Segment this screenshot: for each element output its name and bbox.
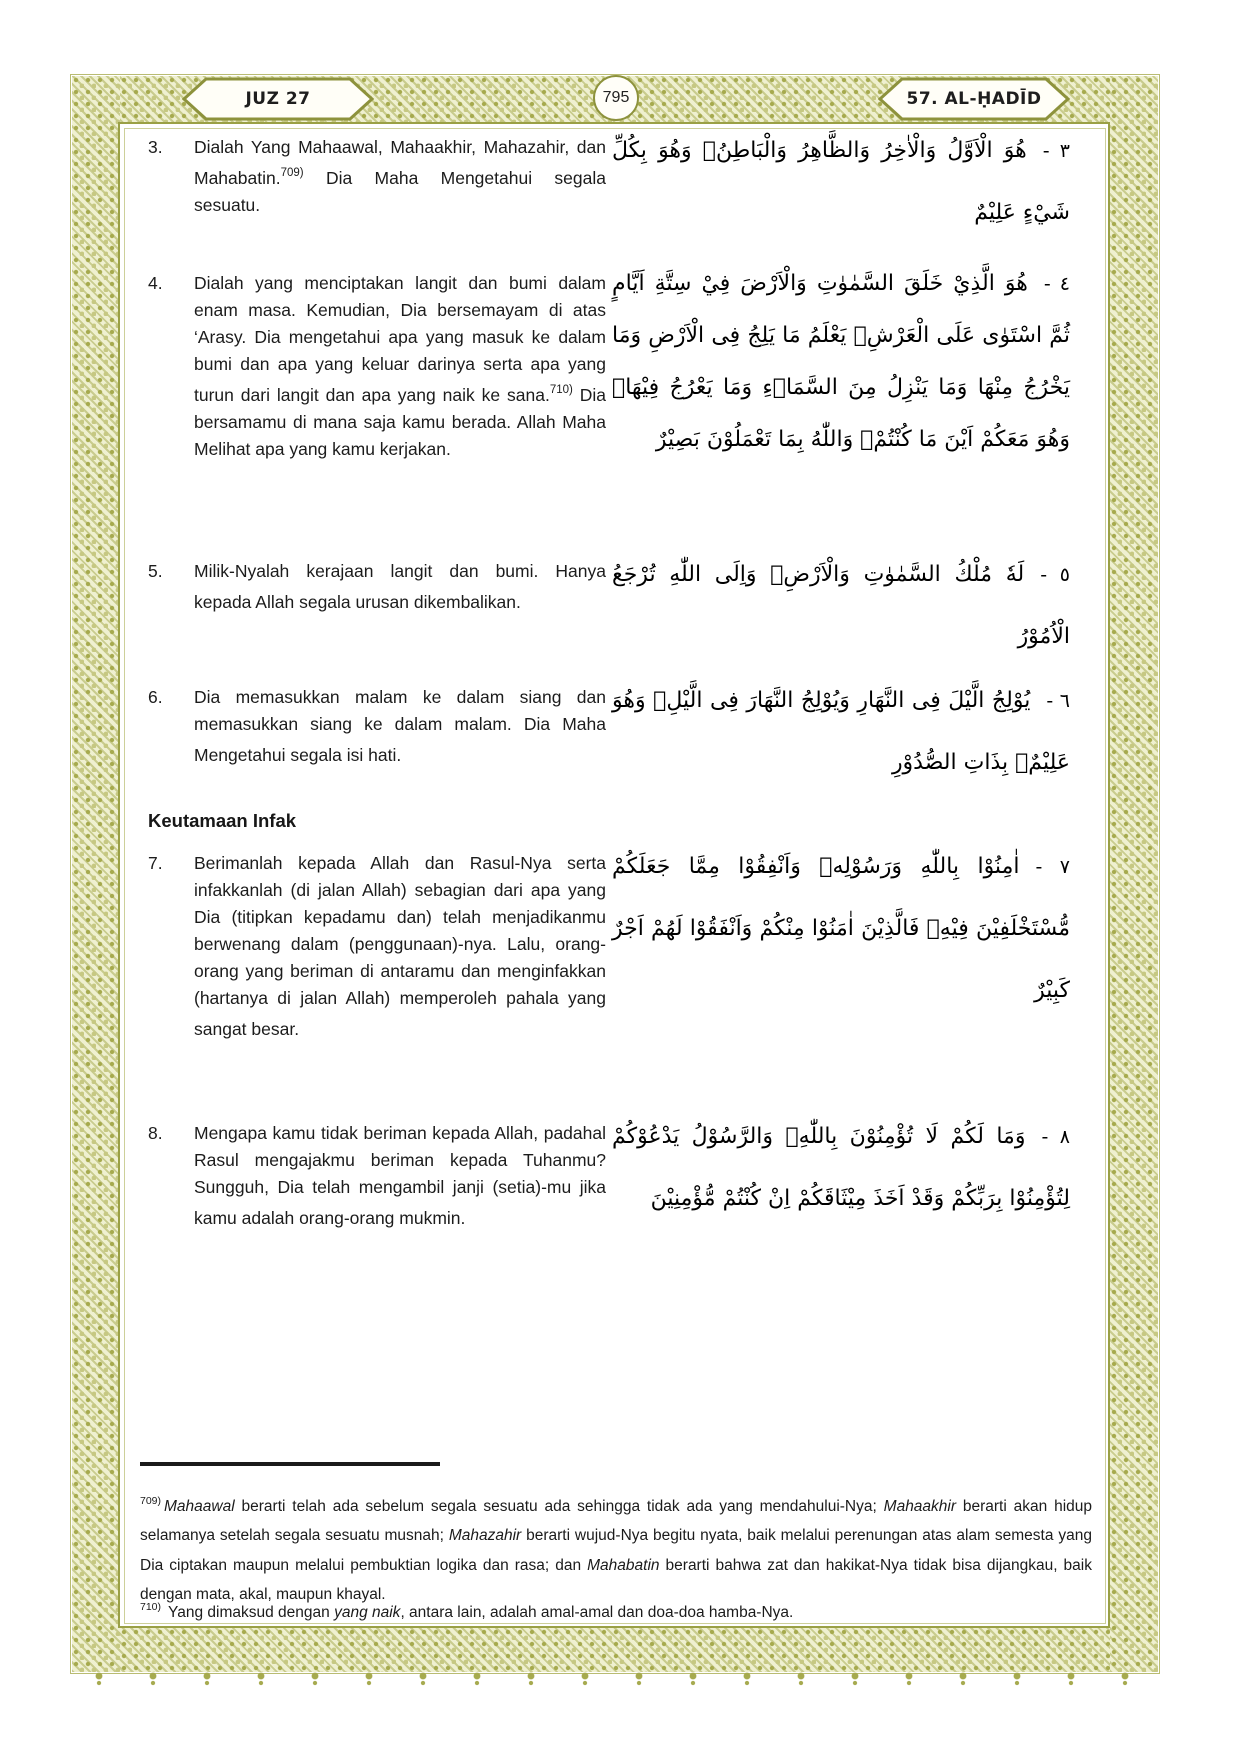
verse-number: 7. — [148, 853, 163, 873]
footnote-ref: 709) — [140, 1494, 162, 1507]
footnote-text: berarti wujud-Nya begitu nyata, baik melalui perenungan atas alam semesta yang Dia ciptakan maupun melalui pembuktian logika dan rasa; dan — [140, 1527, 1092, 1574]
aya-number-mark: ٧ - — [1035, 856, 1070, 878]
aya-number-mark: ٤ - — [1043, 273, 1070, 295]
verse-3-translation — [148, 134, 606, 219]
translation-text — [194, 684, 606, 769]
translation-segment: Mengapa kamu tidak beriman kepada Allah, padahal Rasul mengajakmu beriman kepada Tuhanmu? Sungguh, Dia telah mengambil janji (setia)-mu jika kamu adalah orang-orang mukmin. — [194, 1123, 606, 1228]
footnote-italic: Mahazahir — [448, 1527, 522, 1545]
aya-number-mark: ٣ - — [1042, 140, 1070, 162]
page-number: 795 — [602, 89, 630, 106]
verse-8-arabic — [612, 1106, 1070, 1230]
verse-3-arabic — [612, 120, 1070, 244]
arabic-text: لَهٗ مُلْكُ السَّمٰوٰتِ وَالْاَرْضِۗ وَاِلَى اللّٰهِ تُرْجَعُ الْاُمُوْرُ — [612, 562, 1070, 649]
translation-text — [194, 1120, 606, 1232]
verse-7-translation — [148, 850, 606, 1043]
verse-number: 5. — [148, 561, 163, 581]
surah-banner — [878, 77, 1070, 121]
translation-segment: Berimanlah kepada Allah dan Rasul-Nya serta infakkanlah (di jalan Allah) sebagian dari apa yang Dia (titipkan kepadamu dan) telah menjadikanmu berwenang dalam (penggunaan)-nya. Lalu, orang-orang yang beriman di antaramu dan menginfakkan (hartanya di jalan Allah) memperoleh pahala yang sangat besar. — [194, 853, 606, 1039]
footnote-text: , antara lain, adalah amal-amal dan doa-doa hamba-Nya. — [400, 1603, 794, 1621]
verse-5-arabic — [612, 544, 1070, 668]
footnote-ref-marker: 710) — [549, 384, 573, 396]
arabic-text: اٰمِنُوْا بِاللّٰهِ وَرَسُوْلِهٖ وَاَنْفِقُوْا مِمَّا جَعَلَكُمْ مُّسْتَخْلَفِيْنَ فِيْهِۗ فَالَّذِيْنَ اٰمَنُوْا مِنْكُمْ وَاَنْفَقُوْا لَهُمْ اَجْرٌ كَبِيْرٌ — [612, 854, 1070, 1003]
verse-number: 8. — [148, 1123, 163, 1143]
footnote-710 — [140, 1594, 1092, 1628]
arabic-text: وَمَا لَكُمْ لَا تُؤْمِنُوْنَ بِاللّٰهِۚ وَالرَّسُوْلُ يَدْعُوْكُمْ لِتُؤْمِنُوْا بِرَبِّكُمْ وَقَدْ اَخَذَ مِيْثَاقَكُمْ اِنْ كُنْتُمْ مُّؤْمِنِيْنَ — [612, 1124, 1070, 1211]
aya-number-mark: ٥ - — [1040, 564, 1070, 586]
footnote-ref-marker: 709) — [280, 167, 304, 179]
footnote-text: berarti akan hidup selamanya setelah segala sesuatu musnah; — [140, 1497, 1093, 1545]
footnote-text: Yang dimaksud dengan — [164, 1603, 335, 1621]
verse-7-arabic — [612, 836, 1070, 1022]
translation-segment: Dialah Yang Mahaawal, Mahaakhir, Mahazahir, dan Mahabatin. — [194, 137, 606, 188]
translation-segment: Dia Maha Mengetahui segala sesuatu. — [194, 167, 606, 215]
translation-text — [194, 134, 606, 219]
juz-banner — [182, 77, 374, 121]
translation-segment: Dia memasukkan malam ke dalam siang dan memasukkan siang ke dalam malam. Dia Maha Mengetahui segala isi hati. — [194, 687, 606, 765]
verse-5-translation — [148, 558, 606, 616]
arabic-text: يُوْلِجُ الَّيْلَ فِى النَّهَارِ وَيُوْلِجُ النَّهَارَ فِى الَّيْلِۗ وَهُوَ عَلِيْمٌۢ بِذَاتِ الصُّدُوْرِ — [612, 688, 1070, 775]
section-heading: Keutamaan Infak — [148, 810, 297, 831]
verse-number: 6. — [148, 687, 163, 707]
aya-number-mark: ٨ - — [1041, 1126, 1070, 1148]
verse-6-arabic — [612, 670, 1070, 794]
footnote-ref: 710) — [140, 1600, 162, 1613]
arabic-text: هُوَ الَّذِيْ خَلَقَ السَّمٰوٰتِ وَالْاَرْضَ فِيْ سِتَّةِ اَيَّامٍ ثُمَّ اسْتَوٰى عَلَى الْعَرْشِۚ يَعْلَمُ مَا يَلِجُ فِى الْاَرْضِ وَمَا يَخْرُجُ مِنْهَا وَمَا يَنْزِلُ مِنَ السَّمَاۤءِ وَمَا يَعْرُجُ فِيْهَاۗ وَهُوَ مَعَكُمْ اَيْنَ مَا كُنْتُمْۗ وَاللّٰهُ بِمَا تَعْمَلُوْنَ بَصِيْرٌ — [612, 271, 1070, 452]
verse-4-arabic — [612, 258, 1070, 466]
footnote-separator — [140, 1462, 440, 1466]
verse-8-translation — [148, 1120, 606, 1232]
juz-label: JUZ 27 — [245, 89, 311, 109]
footnote-text: berarti telah ada sebelum segala sesuatu ada sehingga tidak ada yang mendahului-Nya; — [234, 1497, 884, 1515]
arabic-text: هُوَ الْاَوَّلُ وَالْاٰخِرُ وَالظَّاهِرُ وَالْبَاطِنُۚ وَهُوَ بِكُلِّ شَيْءٍ عَلِيْمٌ — [612, 138, 1070, 225]
frame-ornament-left — [72, 76, 120, 1672]
translation-segment: Dialah yang menciptakan langit dan bumi dalam enam masa. Kemudian, Dia bersemayam di atas ‘Arasy. Dia mengetahui apa yang masuk ke dalam bumi dan apa yang keluar darinya serta apa yang turun dari langit dan apa yang naik ke sana. — [194, 273, 606, 405]
translation-text — [194, 270, 606, 463]
page-number-badge — [593, 75, 639, 121]
verse-number: 3. — [148, 137, 163, 157]
frame-ornament-right — [1110, 76, 1158, 1672]
translation-segment: Milik-Nyalah kerajaan langit dan bumi. Hanya kepada Allah segala urusan dikembalikan. — [194, 561, 606, 612]
translation-segment: Dia bersamamu di mana saja kamu berada. Allah Maha Melihat apa yang kamu kerjakan. — [194, 384, 606, 459]
translation-text — [194, 558, 606, 616]
frame-ornament-bottom — [72, 1628, 1158, 1672]
footnote-italic: Mahaawal — [164, 1497, 235, 1515]
footnote-709 — [140, 1488, 1092, 1610]
frame-finials — [72, 1672, 1158, 1688]
verse-4-translation — [148, 270, 606, 463]
footnote-italic: yang naik — [334, 1603, 401, 1621]
verse-6-translation — [148, 684, 606, 769]
translation-text — [194, 850, 606, 1043]
footnote-italic: Mahaakhir — [883, 1497, 957, 1515]
footnote-text: berarti bahwa zat dan hakikat-Nya tidak bisa dijangkau, baik dengan mata, akal, maupun khayal. — [140, 1556, 1092, 1604]
aya-number-mark: ٦ - — [1046, 690, 1070, 712]
verse-number: 4. — [148, 273, 163, 293]
surah-label: 57. AL-ḤADĪD — [906, 89, 1042, 109]
footnote-italic: Mahabatin — [587, 1556, 660, 1574]
